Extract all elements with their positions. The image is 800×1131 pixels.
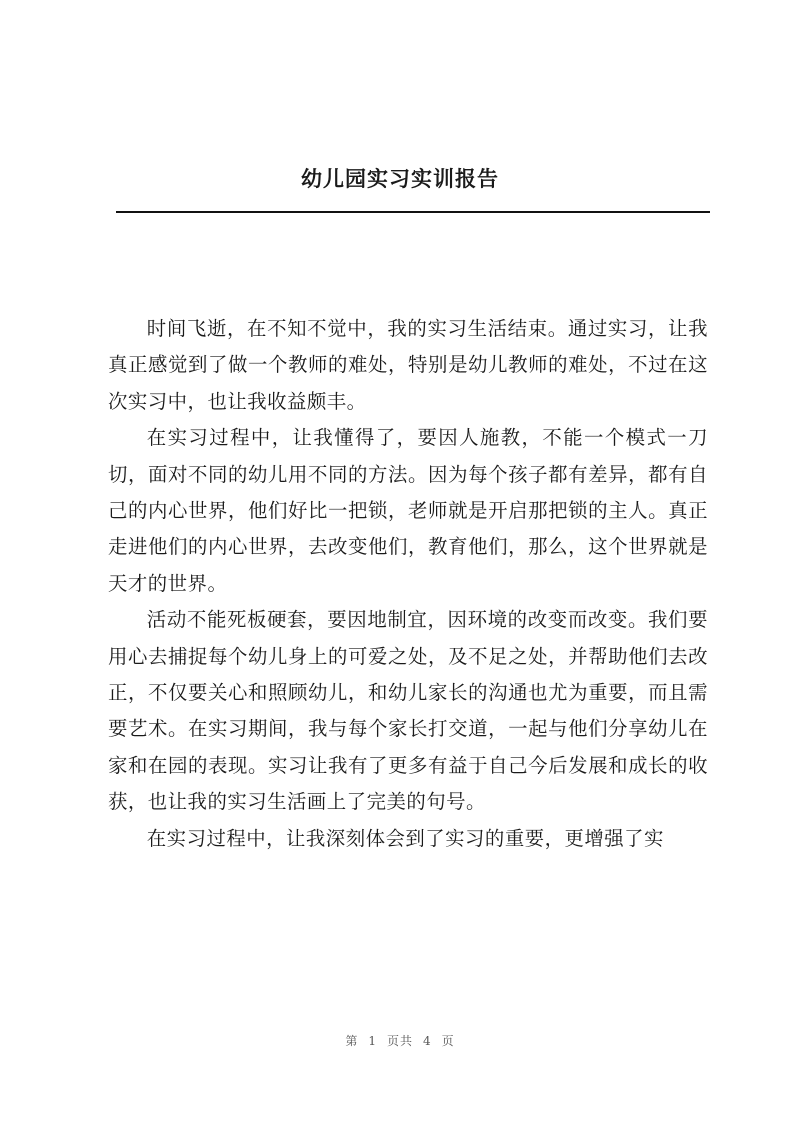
paragraph: 时间飞逝，在不知不觉中，我的实习生活结束。通过实习，让我真正感觉到了做一个教师的难处，特别是幼儿教师的难处，不过在这次实习中，也让我收益颇丰。 [108,317,708,413]
current-page-number: 1 [368,1034,377,1048]
page-suffix: 页 [441,1034,455,1048]
total-label: 页共 [386,1034,413,1048]
paragraph: 在实习过程中，让我深刻体会到了实习的重要，更增强了实 [146,826,664,850]
paragraph: 在实习过程中，让我懂得了，要因人施教，不能一个模式一刀切，面对不同的幼儿用不同的方法。因为每个孩子都有差异，都有自己的内心世界，他们好比一把锁，老师就是开启那把锁的主人。真正走进他们的内心世界，去改变他们，教育他们，那么，这个世界就是天才的世界。 [108,426,708,595]
page-footer [0,1032,800,1049]
page-label: 第 [345,1034,359,1048]
title-underline [116,211,710,213]
document-title: 幼儿园实习实训报告 [301,166,499,191]
paragraph: 活动不能死板硬套，要因地制宜，因环境的改变而改变。我们要用心去捕捉每个幼儿身上的可爱之处，及不足之处，并帮助他们去改正，不仅要关心和照顾幼儿，和幼儿家长的沟通也尤为重要，而且需要艺术。在实习期间，我与每个家长打交道，一起与他们分享幼儿在家和在园的表现。实习让我有了更多有益于自己今后发展和成长的收获，也让我的实习生活画上了完美的句号。 [108,608,708,814]
total-pages-number: 4 [423,1034,432,1048]
document-body [108,311,708,857]
